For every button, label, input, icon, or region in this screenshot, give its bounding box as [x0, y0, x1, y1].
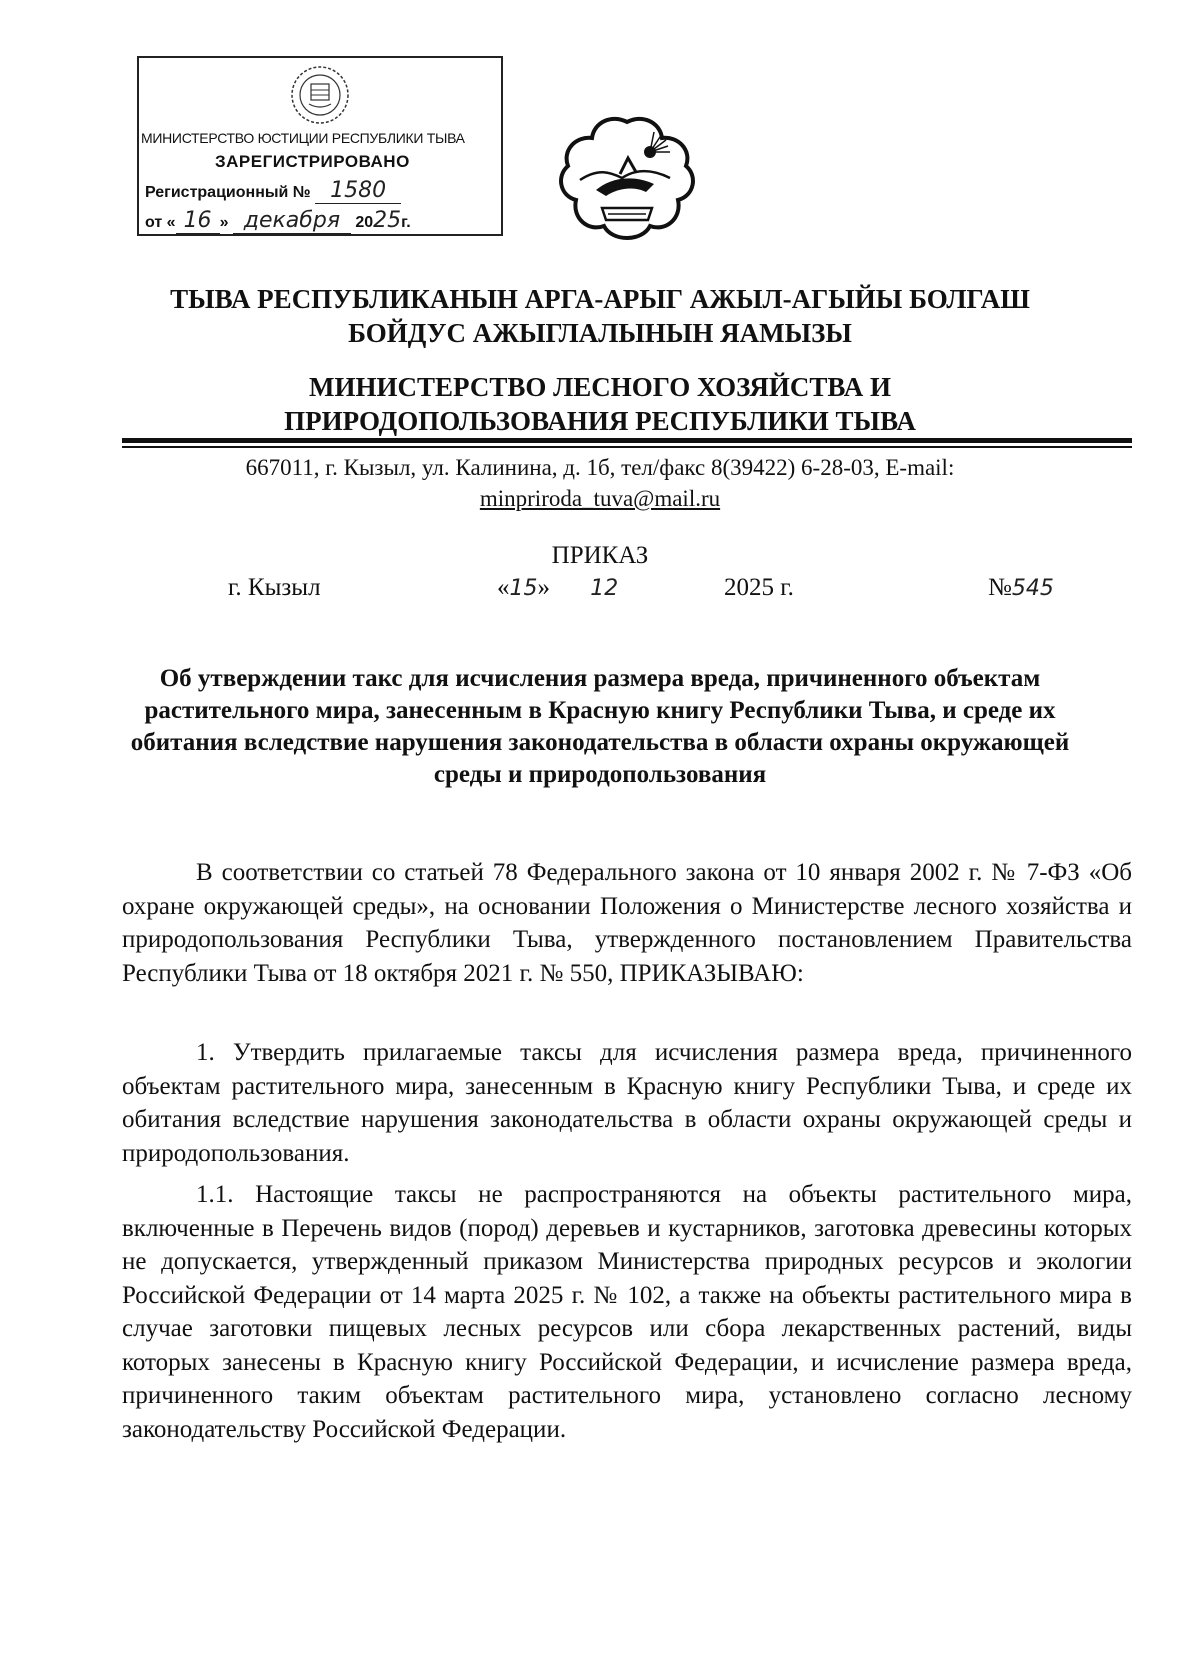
header-divider-thin	[122, 446, 1132, 448]
order-item-1-1: 1.1. Настоящие таксы не распространяются на объекты растительного мира, включенные в Перечень видов (пород) деревьев и кустарников, заготовка древесины которых не допускается, утвержденный приказом Министерства природных ресурсов и экологии Российской Федерации от 14 марта 2025 г. № 102, а также на объекты растительного мира в случае заготовки пищевых лесных ресурсов или сбора лекарственных растений, виды которых занесены в Красную книгу Российской Федерации, и исчисление размера вреда, причиненного таким объектам растительного мира, установлено согласно лесному законодательству Российской Федерации.	[122, 1181, 1132, 1443]
header-divider-thick	[122, 438, 1132, 443]
ministry-contacts	[0, 452, 1200, 514]
order-date-close: »	[537, 574, 550, 601]
ministry-email-link[interactable]: minpriroda_tuva@mail.ru	[479, 486, 721, 511]
ministry-name-tuvan-line1: ТЫВА РЕСПУБЛИКАНЫН АРГА-АРЫГ АЖЫЛ-АГЫЙЫ БОЛГАШ	[170, 284, 1030, 314]
registration-stamp	[137, 56, 503, 236]
order-city: г. Кызыл	[228, 574, 321, 601]
order-number	[988, 574, 1054, 602]
stamp-registration-number: 1580	[315, 178, 401, 204]
ministry-name-russian-line2: ПРИРОДОПОЛЬЗОВАНИЯ РЕСПУБЛИКИ ТЫВА	[284, 406, 916, 436]
stamp-date-row	[145, 208, 411, 234]
stamp-registration-row	[145, 178, 401, 204]
stamp-day-suffix: »	[219, 214, 229, 231]
stamp-year-prefix: 20	[355, 214, 374, 231]
ministry-name-russian-line1: МИНИСТЕРСТВО ЛЕСНОГО ХОЗЯЙСТВА И	[309, 372, 891, 402]
order-date-open: «	[497, 574, 510, 601]
stamp-month: декабря	[233, 208, 351, 234]
ministry-name-russian	[0, 370, 1200, 438]
stamp-day: 16	[176, 208, 220, 234]
order-month: 12	[590, 576, 619, 601]
order-date	[497, 574, 618, 602]
order-item-1: 1. Утвердить прилагаемые таксы для исчисления размера вреда, причиненного объектам растительного мира, занесенным в Красную книгу Республики Тыва, и среде их обитания вследствие нарушения законодательства в области охраны окружающей среды и природопользования.	[122, 1039, 1132, 1167]
stamp-registered-label: ЗАРЕГИСТРИРОВАНО	[215, 152, 410, 171]
ministry-name-tuvan-line2: БОЙДУС АЖЫГЛАЛЫНЫН ЯАМЫЗЫ	[348, 318, 852, 348]
order-title: Об утверждении такс для исчисления размера вреда, причиненного объектам растительного мира, занесенным в Красную книгу Республики Тыва, и среде их обитания вследствие нарушения законодательства в области охраны окружающей среды и природопользования	[130, 665, 1070, 788]
order-number-label: №	[988, 574, 1012, 601]
stamp-registration-label: Регистрационный №	[145, 184, 311, 201]
stamp-year-end: г.	[401, 214, 411, 231]
stamp-date-prefix: от «	[145, 214, 176, 231]
order-year: 2025 г.	[724, 574, 794, 601]
document-type: ПРИКАЗ	[551, 542, 649, 569]
ministry-name-tuvan	[0, 282, 1200, 350]
order-day: 15	[509, 576, 538, 601]
ministry-address: 667011, г. Кызыл, ул. Калинина, д. 1б, тел/факс 8(39422) 6-28-03, E-mail:	[245, 455, 955, 480]
tuva-coat-of-arms-icon	[558, 112, 696, 248]
stamp-year-suffix: 25	[373, 208, 402, 233]
stamp-emblem-icon	[289, 64, 351, 126]
stamp-ministry-name: МИНИСТЕРСТВО ЮСТИЦИИ РЕСПУБЛИКИ ТЫВА	[141, 130, 465, 146]
order-number-value: 545	[1011, 576, 1054, 601]
order-preamble: В соответствии со статьей 78 Федерального закона от 10 января 2002 г. № 7-ФЗ «Об охране окружающей среды», на основании Положения о Министерстве лесного хозяйства и природопользования Республики Тыва, утвержденного постановлением Правительства Республики Тыва от 18 октября 2021 г. № 550, ПРИКАЗЫВАЮ:	[122, 859, 1132, 987]
